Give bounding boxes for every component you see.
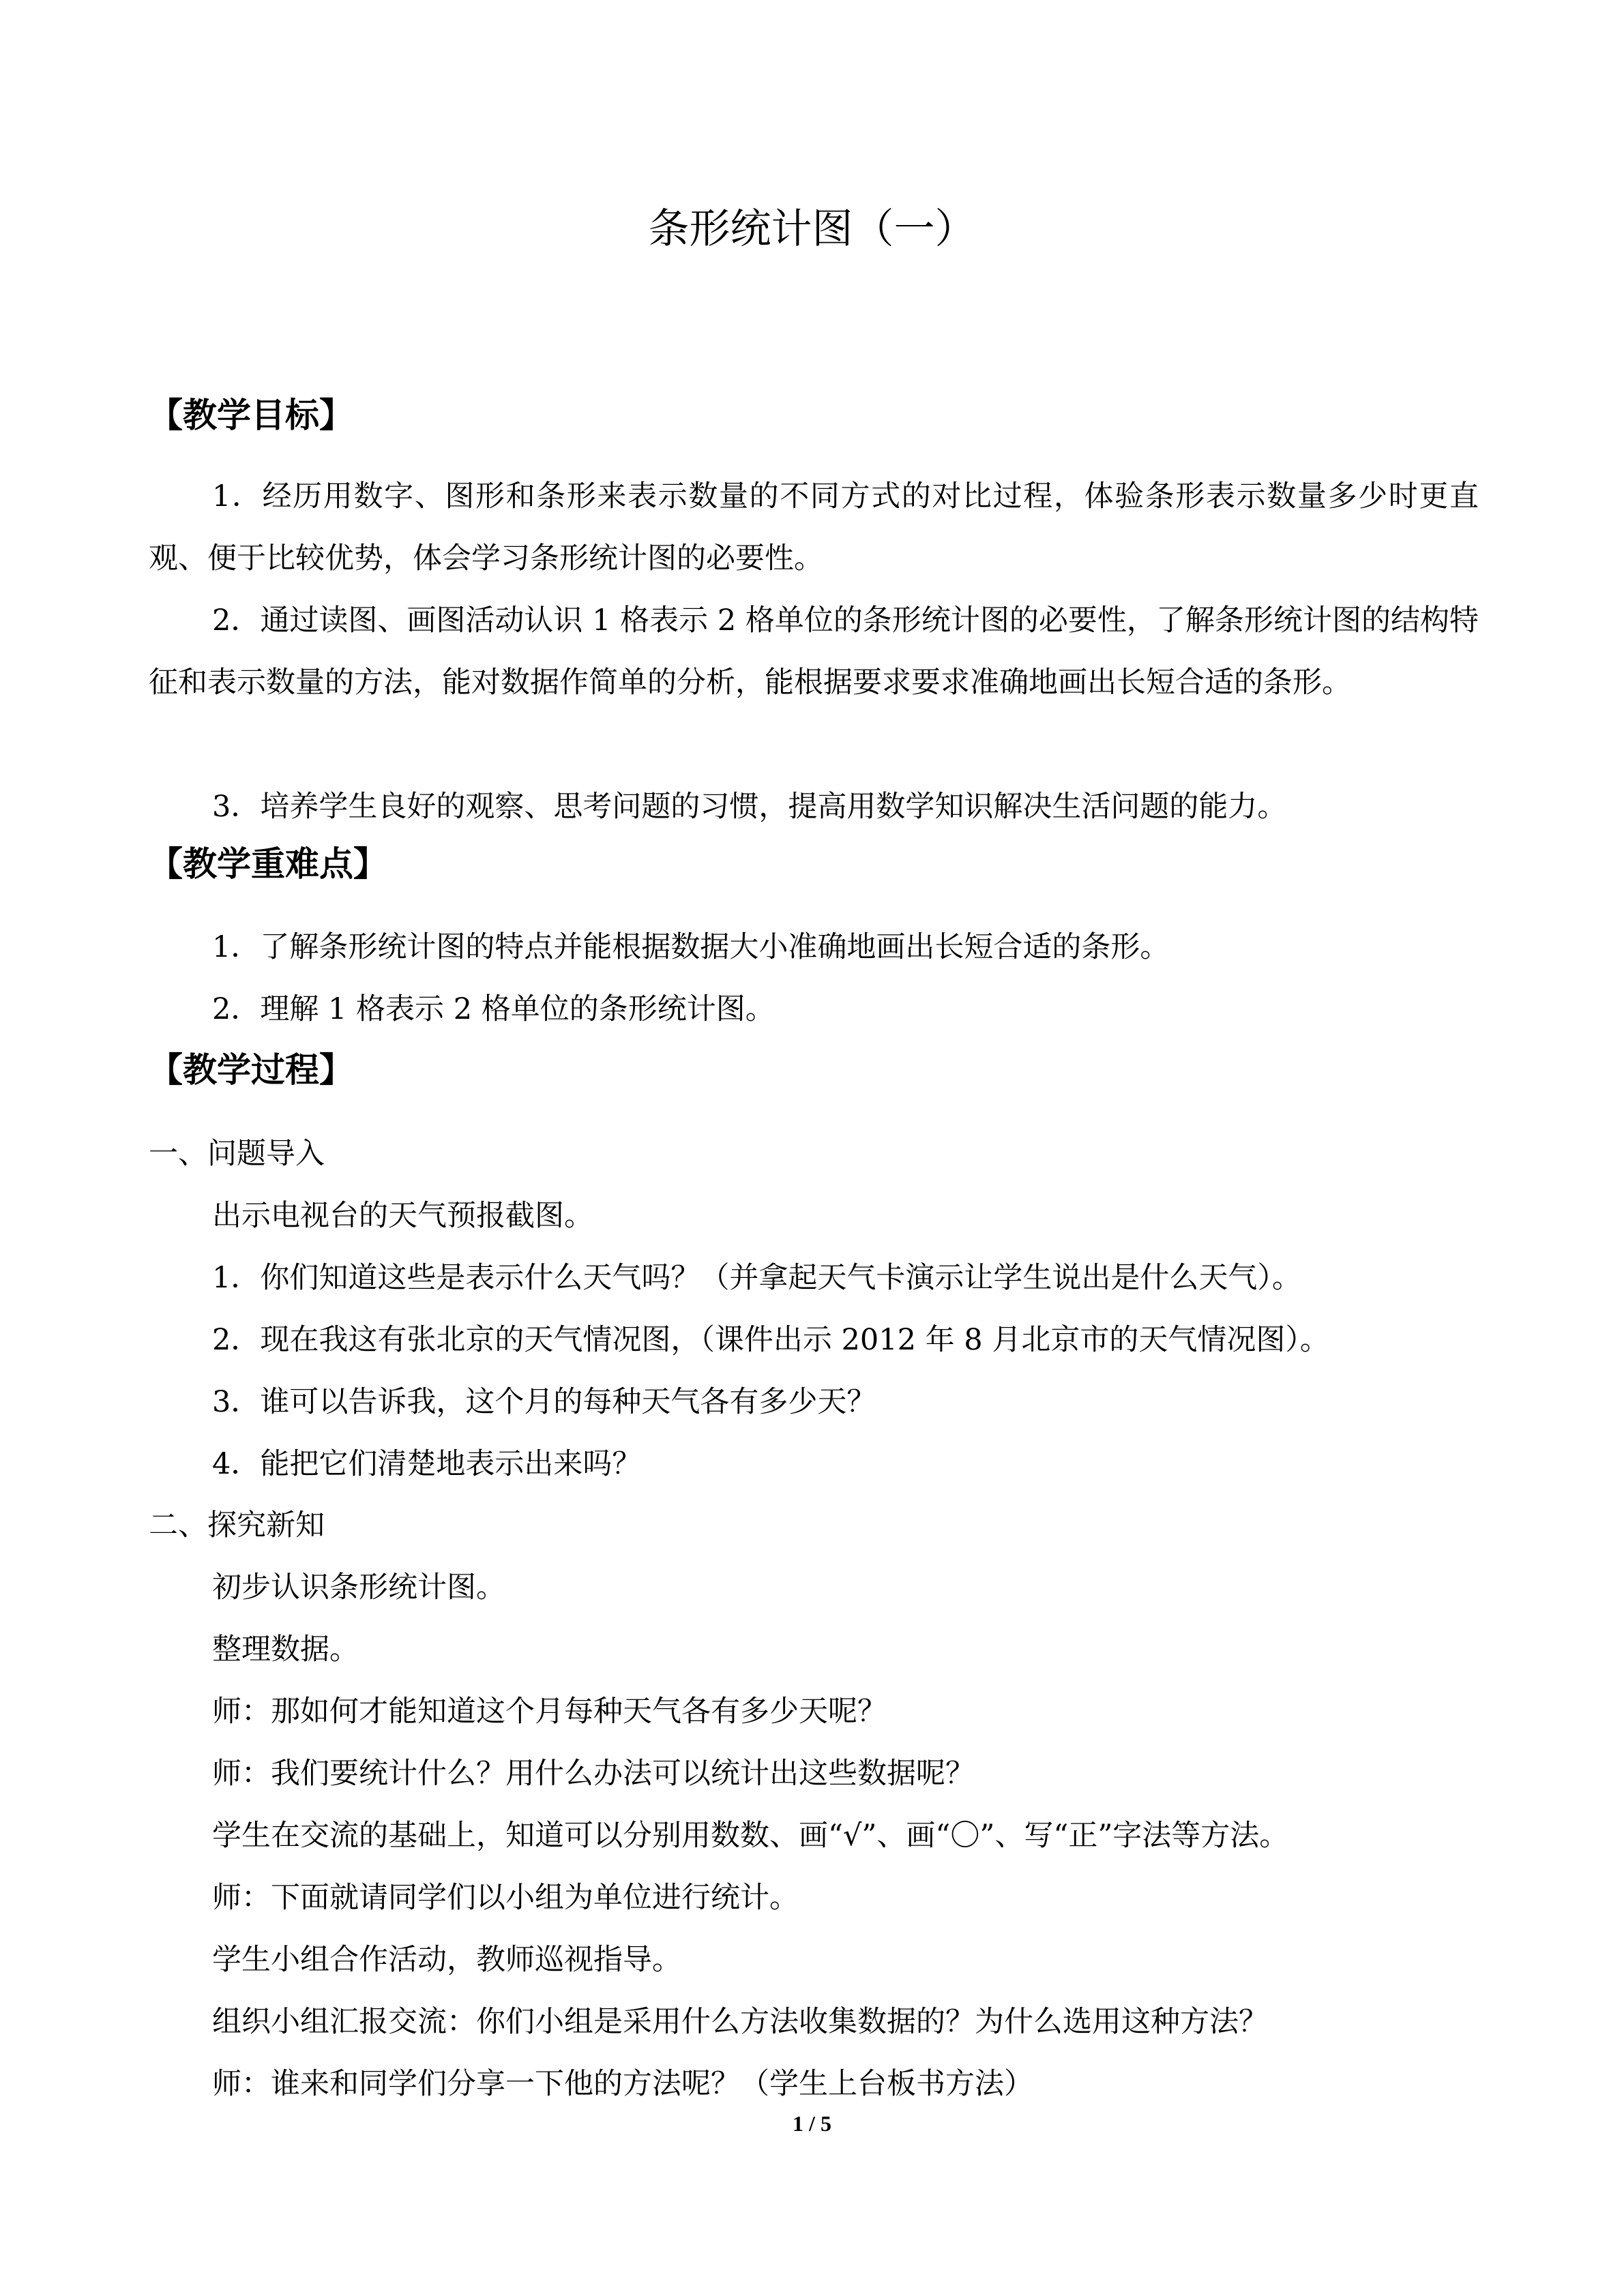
part2-line-2: 整理数据。 xyxy=(212,1632,359,1667)
part1-line-5: 4．能把它们清楚地表示出来吗？ xyxy=(212,1447,642,1481)
part2-line-3: 师：那如何才能知道这个月每种天气各有多少天呢？ xyxy=(212,1695,887,1729)
goal-paragraph-3: 3．培养学生良好的观察、思考问题的习惯，提高用数学知识解决生活问题的能力。 xyxy=(212,790,1287,824)
goal-paragraph-1: 1．经历用数字、图形和条形来表示数量的不同方式的对比过程，体验条形表示数量多少时更直观、便于比较优势，体会学习条形统计图的必要性。 xyxy=(149,479,1479,576)
part2-line-5: 学生在交流的基础上，知道可以分别用数数、画“√”、画“〇”、写“正”字法等方法。 xyxy=(212,1819,1289,1853)
keypoint-2: 2．理解 1 格表示 2 格单位的条形统计图。 xyxy=(212,992,775,1026)
part1-line-4: 3．谁可以告诉我，这个月的每种天气各有多少天？ xyxy=(212,1385,876,1419)
goal-paragraph-2: 2．通过读图、画图活动认识 1 格表示 2 格单位的条形统计图的必要性，了解条形统计图的结构特征和表示数量的方法，能对数据作简单的分析，能根据要求要求准确地画出长短合适的条形。 xyxy=(149,603,1479,700)
part2-line-1: 初步认识条形统计图。 xyxy=(212,1570,505,1605)
part2-line-8: 组织小组汇报交流：你们小组是采用什么方法收集数据的？为什么选用这种方法？ xyxy=(212,2005,1268,2039)
page-number: 1 / 5 xyxy=(793,2111,831,2136)
part1-heading: 一、问题导入 xyxy=(149,1137,325,1171)
page-title: 条形统计图（一） xyxy=(648,205,976,253)
section-heading-process: 【教学过程】 xyxy=(149,1050,353,1090)
part1-line-1: 出示电视台的天气预报截图。 xyxy=(212,1199,593,1233)
section-heading-goals: 【教学目标】 xyxy=(149,396,353,435)
part2-line-4: 师：我们要统计什么？用什么办法可以统计出这些数据呢？ xyxy=(212,1757,975,1791)
part1-line-3: 2．现在我这有张北京的天气情况图，（课件出示 2012 年 8 月北京市的天气情况图）。 xyxy=(212,1323,1329,1357)
part1-line-2: 1．你们知道这些是表示什么天气吗？（并拿起天气卡演示让学生说出是什么天气）。 xyxy=(212,1261,1301,1295)
part2-heading: 二、探究新知 xyxy=(149,1508,325,1542)
keypoint-1: 1．了解条形统计图的特点并能根据数据大小准确地画出长短合适的条形。 xyxy=(212,930,1170,964)
part2-line-7: 学生小组合作活动，教师巡视指导。 xyxy=(212,1943,681,1977)
section-heading-keypoints: 【教学重难点】 xyxy=(149,844,387,884)
part2-line-9: 师：谁来和同学们分享一下他的方法呢？（学生上台板书方法） xyxy=(212,2067,1033,2101)
part2-line-6: 师：下面就请同学们以小组为单位进行统计。 xyxy=(212,1881,799,1915)
